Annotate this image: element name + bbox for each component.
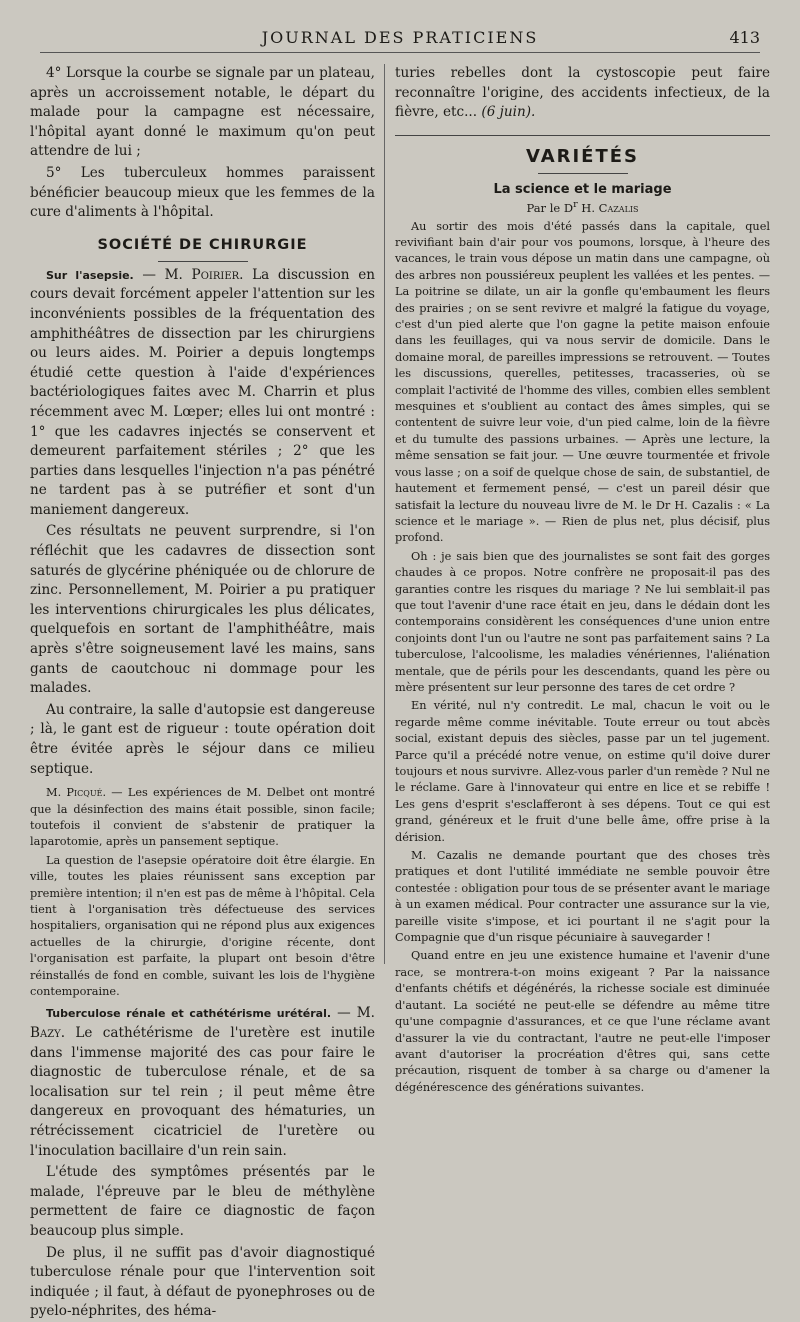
resultats-paragraph: Ces résultats ne peuvent surprendre, si l'on réfléchit que les cadavres de dissection sont saturés de glycérine phéniquée ou de chlorure de zinc. Personnellement, M. Poirier a pu pratiquer les interventions chirurgicales les plus délicates, quelquefois en sortant de l'amphithéâtre, mais après s'être soigneusement lavé les mains, sans gants de caoutchouc ni dommage pour les malades. — [30, 523, 375, 697]
varietes-rule — [538, 173, 628, 174]
picque-author: M. Picqué — [46, 786, 103, 800]
tuberculose-author: Bazy — [30, 1025, 61, 1042]
byline-author: H. Cazalis — [577, 200, 639, 215]
tuberculose-heading: Tuberculose rénale et cathétérisme urétéral. — [46, 1007, 332, 1021]
section-title-societe: SOCIÉTÉ DE CHIRURGIE — [97, 236, 308, 253]
asepsie-paragraph — [30, 266, 375, 521]
tuberculose-dash: — M. — [331, 1005, 375, 1022]
article-paragraph-1: Au sortir des mois d'été passés dans la capitale, quel revivifiant bain d'air pour vos poumons, lorsque, à l'heure des vacances, le train vous dépose un matin dans une campagne, où des arbres non poussiéreux peuplent les vallées et les pentes. — La poitrine se dilate, un air la gonfle qu'embaument les fleurs des prairies ; on se sent revivre et malgré la fatigue du voyage, c'est d'un pied alerte que l'on gagne la petite maison enfouie dans les feuillages, qui va nous servir de domicile. Dans le domaine moral, de pareilles impressions se retrouvent. — Toutes les discussions, querelles, petitesses, tracasseries, où se complait l'activité de l'homme des villes, combien elles semblent mesquines et s'oublient au contact des âmes simples, qui se contentent de suivre leur voie, d'un pied calme, loin de la fièvre et du tumulte des passions urbaines. — Après une lecture, la même sensation se fait jour. — Une œuvre tourmentée et frivole vous lasse ; on a soif de quelque chose de sain, de substantiel, de hautement et fermement pensé, — c'est un pareil désir que satisfait la lecture du nouveau livre de M. le Dr H. Cazalis : « La science et le mariage ». — Rien de plus net, plus décisif, plus profond. — [395, 219, 770, 545]
continued-text: turies rebelles dont la cystoscopie peut faire reconnaître l'origine, des accidents infectieux, de la fièvre, etc... — [395, 65, 770, 121]
right-column — [395, 64, 770, 1094]
conclusion-item-5: 5° Les tuberculeux hommes paraissent bénéficier beaucoup mieux que les femmes de la cure d'aliments à l'hôpital. — [30, 164, 375, 221]
byline-superscript: r — [573, 198, 578, 210]
asepsie-text: . La discussion en cours devait forcément appeler l'attention sur les inconvénients possibles de la fréquentation des amphithéâtres de dissection par les chirurgiens ou leurs aides. M. Poirier a depuis longtemps étudié cette question à l'aide d'expériences bactériologiques faites avec M. Charrin et plus récemment avec M. Lœper; elles lui ont montré : 1° que les cadavres injectés se conservent et demeurent parfaitement stériles ; 2° que les parties dans lesquelles l'injection n'a pas pénétré ne tardent pas à se putréfier et sont d'un maniement dangereux. — [30, 266, 375, 518]
deplus-paragraph: De plus, il ne suffit pas d'avoir diagnostiqué tuberculose rénale pour que l'intervention soit indiquée ; il faut, à défaut de pyonephroses ou de pyelo-néphrites, des héma- — [30, 1244, 375, 1320]
article-paragraph-3: En vérité, nul n'y contredit. Le mal, chacun le voit ou le regarde même comme inévitable. Toute erreur ou tout abcès social, existant depuis des siècles, passe par un tel jugement. Parce qu'il a précédé notre venue, on estime qu'il doive durer toujours et nous survivre. Allez-vous parler d'un remède ? Nul ne le réclame. Gare à l'innovateur qui entre en lice et se rebiffe ! Les gens d'esprit s'esclafferont à ses dépens. Tout ce qui est grand, généreux et le fruit d'une belle âme, offre prise à la dérision. — [395, 699, 770, 844]
picque-text: . — Les expériences de M. Delbet ont montré que la désinfection des mains était possible, sinon facile; toutefois il convient de s'abstenir de pratiquer la laparotomie, après un pansement septique. — [30, 786, 375, 849]
running-header — [40, 28, 760, 53]
continued-paragraph — [395, 64, 770, 123]
article-title: La science et le mariage — [493, 181, 672, 197]
article-paragraph-5: Quand entre en jeu une existence humaine et l'avenir d'une race, se montrera-t-on moins exigeant ? Par la naissance d'enfants chétifs et dégénérés, la richesse sociale est diminuée d'autant. La société ne peut-elle se défendre au même titre qu'une compagnie d'assurances, et ce que l'une réclame avant d'assurer la vie du contractant, l'autre ne peut-elle l'imposer avant d'autoriser la procréation d'êtres qui, sans cette précaution, risquent de tomber à sa charge ou d'amener la dégénérescence des générations suivantes. — [395, 949, 770, 1094]
etude-paragraph: L'étude des symptômes présentés par le malade, l'épreuve par le bleu de méthylène permettent de faire ce diagnostic de façon beaucoup plus simple. — [30, 1164, 375, 1239]
conclusion-item-4: 4° Lorsque la courbe se signale par un plateau, après un accroissement notable, le départ du malade pour la campagne est nécessaire, l'hôpital ayant donné le maximum qu'on peut attendre de lui ; — [30, 65, 375, 160]
page-number: 413 — [729, 28, 760, 47]
section-title-varietes: VARIÉTÉS — [525, 145, 640, 167]
section-rule — [158, 261, 248, 262]
journal-title: JOURNAL DES PRATICIENS — [261, 28, 539, 47]
tuberculose-text: . Le cathétérisme de l'uretère est inutile dans l'immense majorité des cas pour faire le diagnostic de tuberculose rénale, et de sa localisation sur tel rein ; il peut même être dangereux en provoquant des hématuries, un rétrécissement cicatriciel de l'uretère ou l'inoculation bacillaire d'un rein sain. — [30, 1025, 375, 1159]
asepsie-author: Poirier — [191, 266, 240, 283]
picque-paragraph — [30, 785, 375, 851]
continued-date: (6 juin). — [481, 104, 536, 121]
asepsie-heading: Sur l'asepsie. — [46, 268, 134, 282]
article-paragraph-2: Oh : je sais bien que des journalistes se sont fait des gorges chaudes à ce propos. Notre confrère ne proposait-il pas des garanties contre les risques du mariage ? Ne lui semblait-il pas que tout l'avenir d'une race était en jeu, dans le dédain dont les contemporains considèrent les conséquences d'une union entre conjoints dont l'un ou l'autre ne sont pas parfaitement sains ? La tuberculose, l'alcoolisme, les maladies vénériennes, l'aliénation mentale, que de périls pour les descendants, quand les père ou mère présentent sur leur personne des tares de cet ordre ? — [395, 549, 770, 694]
left-column — [30, 64, 375, 1320]
article-paragraph-4: M. Cazalis ne demande pourtant que des choses très pratiques et dont l'utilité immédiate ne semble pouvoir être contestée : obligation pour tous de se présenter avant le mariage à un examen médical. Pour contracter une assurance sur la vie, pareille visite s'impose, et ici pourtant il ne s'agit pour la Compagnie que d'un risque pécuniaire à sauvegarder ! — [395, 849, 770, 945]
varietes-top-rule — [395, 135, 770, 136]
asepsie-dash: — M. — [133, 266, 192, 283]
asepsie-question-paragraph: La question de l'asepsie opératoire doit être élargie. En ville, toutes les plaies réunissent sans exception par première intention; il n'en est pas de même à l'hôpital. Cela tient à l'organisation très défectueuse des services hospitaliers, organisation qui ne répond plus aux exigences actuelles de la chirurgie, d'origine récente, dont l'organisation est parfaite, la plupart ont besoin d'être réinstallés de fond en comble, suivant les lois de l'hygiène contemporaine. — [30, 853, 375, 999]
byline-prefix: Par le D — [526, 200, 574, 215]
column-divider — [384, 64, 385, 964]
tuberculose-paragraph — [30, 1004, 375, 1161]
contraire-paragraph: Au contraire, la salle d'autopsie est dangereuse ; là, le gant est de rigueur : toute opération doit être évitée après le séjour dans ce milieu septique. — [30, 701, 375, 777]
article-byline — [395, 199, 770, 215]
